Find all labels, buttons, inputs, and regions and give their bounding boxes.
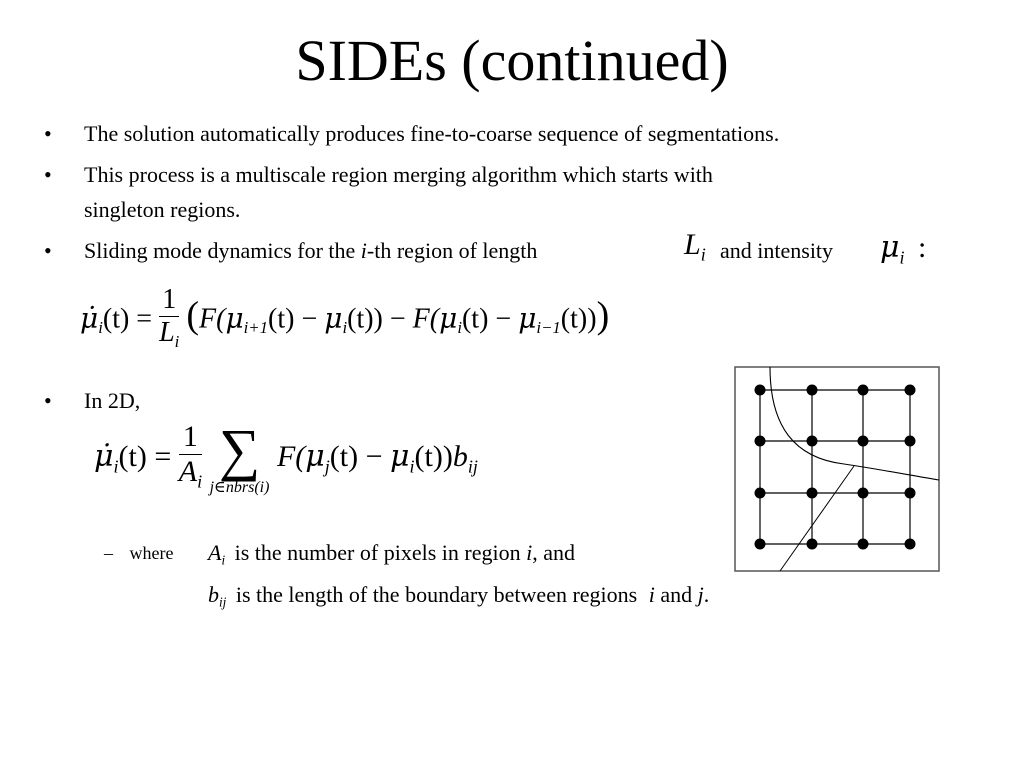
length-symbol: $L_i$ [684, 228, 706, 265]
grid-node [755, 488, 766, 499]
grid-node [807, 385, 818, 396]
bullet-dot: • [44, 238, 52, 263]
grid-node [858, 436, 869, 447]
grid-node [905, 488, 916, 499]
fraction-1-over-L: $\frac{1}{L_i}$ [159, 284, 180, 351]
region-grid-figure [734, 366, 940, 572]
grid-node [905, 436, 916, 447]
grid-node [755, 539, 766, 550]
where-label: where [129, 543, 174, 563]
where-A-definition: $A_i$ is the number of pixels in region i, and [208, 540, 575, 568]
bullet-2-line-2: singleton regions. [84, 197, 241, 222]
where-b-definition: $b_{ij}$ is the length of the boundary between regions i and j. [208, 582, 710, 610]
equation-1d: $\mu̇_i(t)$ = $\frac{1}{L_i}$ $(F(\mu_{i+1}(t) - \mu_i(t)) - F(\mu_i(t) - \mu_{i-1}(t)))$ [80, 284, 609, 358]
bullet-3-var: i [360, 238, 367, 263]
bullet-3-text [84, 234, 537, 268]
grid-node [755, 385, 766, 396]
slide-title: SIDEs (continued) [295, 28, 729, 93]
grid-node [905, 539, 916, 550]
grid-node [905, 385, 916, 396]
bullet-3-before: Sliding mode dynamics for the [84, 238, 361, 263]
grid-node [858, 488, 869, 499]
grid-node [755, 436, 766, 447]
summation: ∑ j∈nbrs(i) [209, 417, 270, 497]
grid-node [858, 539, 869, 550]
grid-node [807, 488, 818, 499]
intensity-symbol: $\mu_i$ : [880, 230, 927, 268]
grid-node [858, 385, 869, 396]
bullet-dot: • [44, 121, 52, 146]
bullet-3-after: -th region of length [366, 238, 538, 263]
bullet-4-text: In 2D, [84, 388, 141, 413]
sub-bullet-dash: – [104, 543, 113, 563]
grid-node [807, 436, 818, 447]
bullet-dot: • [44, 162, 52, 187]
bullet-dot: • [44, 388, 52, 413]
bullet-3-mid: and intensity [720, 238, 834, 263]
grid-node [807, 539, 818, 550]
bullet-2-line-1: This process is a multiscale region merging algorithm which starts with [84, 162, 713, 187]
fraction-1-over-A: $\frac{1}{A_i}$ [178, 420, 203, 492]
equation-2d: $\mu̇_i(t)$ = $\frac{1}{A_i}$ ∑ j∈nbrs(i) $F(\mu_j(t) - \mu_i(t))b_{ij}$ [94, 420, 478, 498]
where-line-1 [104, 540, 173, 566]
bullet-1-text: The solution automatically produces fine-to-coarse sequence of segmentations. [84, 121, 780, 146]
